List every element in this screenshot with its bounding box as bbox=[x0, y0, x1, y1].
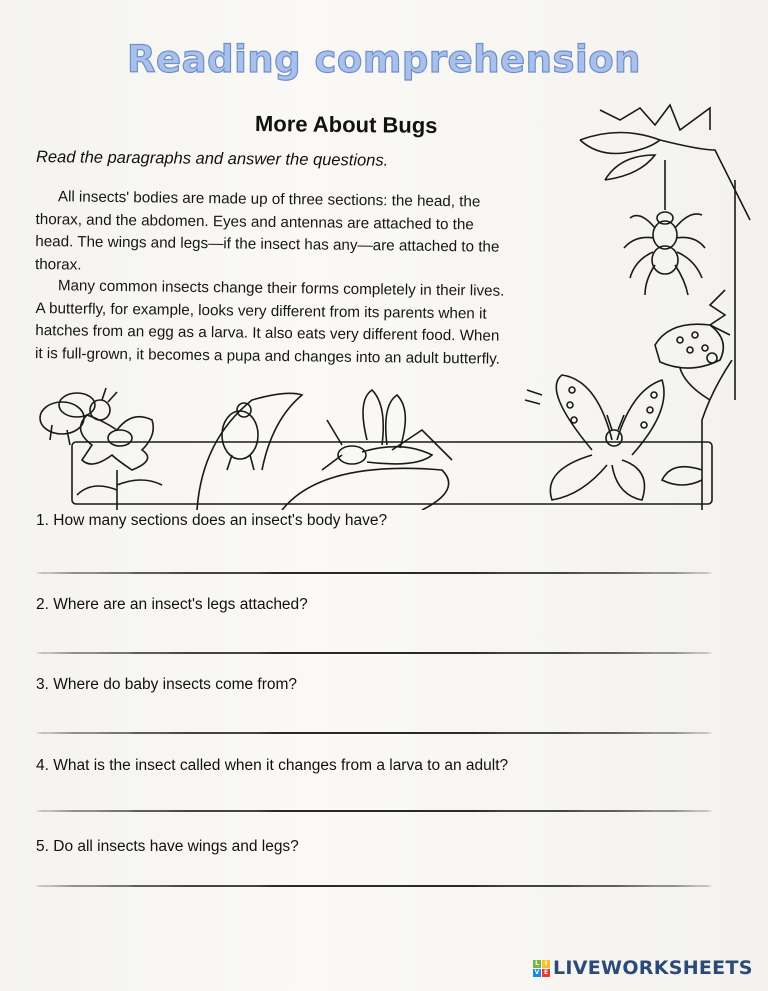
paragraph-line: Many common insects change their forms completely in their lives. bbox=[57, 277, 505, 300]
paragraph-line: head. The wings and legs—if the insect has any—are attached to the bbox=[35, 232, 500, 256]
question-1 bbox=[36, 512, 387, 530]
paragraph-line: thorax, and the abdomen. Eyes and antennas are attached to the bbox=[35, 210, 474, 233]
side-illustration bbox=[560, 100, 760, 400]
spider-icon bbox=[624, 160, 705, 295]
logo-letter: E bbox=[543, 968, 549, 976]
paragraph-1 bbox=[35, 186, 616, 283]
question-3 bbox=[36, 676, 297, 694]
plant-icon bbox=[662, 360, 732, 510]
question-text: What is the insect called when it changes from a larva to an adult? bbox=[53, 757, 509, 774]
question-number: 5. bbox=[36, 838, 49, 855]
question-text: Where are an insect's legs attached? bbox=[53, 596, 308, 613]
question-4 bbox=[36, 757, 508, 775]
instructions: Read the paragraphs and answer the questions. bbox=[35, 148, 389, 170]
liveworksheets-logo[interactable] bbox=[533, 957, 753, 979]
logo-letter: I bbox=[542, 960, 550, 968]
question-2 bbox=[36, 596, 308, 614]
branch-icon bbox=[580, 105, 750, 400]
answer-line-4[interactable] bbox=[36, 810, 712, 812]
paragraph-line: it is full-grown, it becomes a pupa and changes into an adult butterfly. bbox=[34, 344, 501, 368]
question-number: 3. bbox=[36, 676, 49, 693]
answer-line-2[interactable] bbox=[36, 652, 712, 654]
question-number: 2. bbox=[36, 596, 49, 613]
butterfly-icon bbox=[525, 375, 664, 500]
bee-icon bbox=[40, 388, 117, 445]
flower-icon bbox=[77, 415, 162, 510]
paragraph-line: All insects' bodies are made up of three sections: the head, the bbox=[57, 188, 481, 211]
answer-line-1[interactable] bbox=[36, 572, 712, 574]
question-5 bbox=[36, 838, 299, 856]
beetle-icon bbox=[197, 393, 302, 510]
answer-line-5[interactable] bbox=[36, 885, 712, 887]
banner-title: Reading comprehension bbox=[127, 38, 641, 81]
answer-line-3[interactable] bbox=[36, 732, 712, 734]
worksheet-title: More About Bugs bbox=[254, 111, 438, 138]
grasshopper-icon bbox=[322, 390, 452, 470]
paragraph-2 bbox=[35, 275, 616, 372]
ground-strip bbox=[72, 442, 712, 504]
insects-illustration bbox=[22, 360, 752, 510]
question-number: 1. bbox=[36, 512, 49, 529]
logo-text: LIVEWORKSHEETS bbox=[553, 957, 753, 979]
question-number: 4. bbox=[36, 757, 49, 774]
paragraph-line: thorax. bbox=[34, 255, 82, 274]
paragraph-line: hatches from an egg as a larva. It also eats very different food. When bbox=[35, 321, 500, 345]
logo-mark-icon bbox=[533, 960, 550, 977]
question-text: Where do baby insects come from? bbox=[53, 676, 298, 693]
logo-letter: L bbox=[533, 960, 541, 968]
paragraph-line: A butterfly, for example, looks very different from its parents when it bbox=[35, 299, 487, 323]
question-text: Do all insects have wings and legs? bbox=[53, 838, 299, 855]
question-text: How many sections does an insect's body have? bbox=[53, 512, 388, 529]
logo-letter: V bbox=[534, 968, 540, 976]
